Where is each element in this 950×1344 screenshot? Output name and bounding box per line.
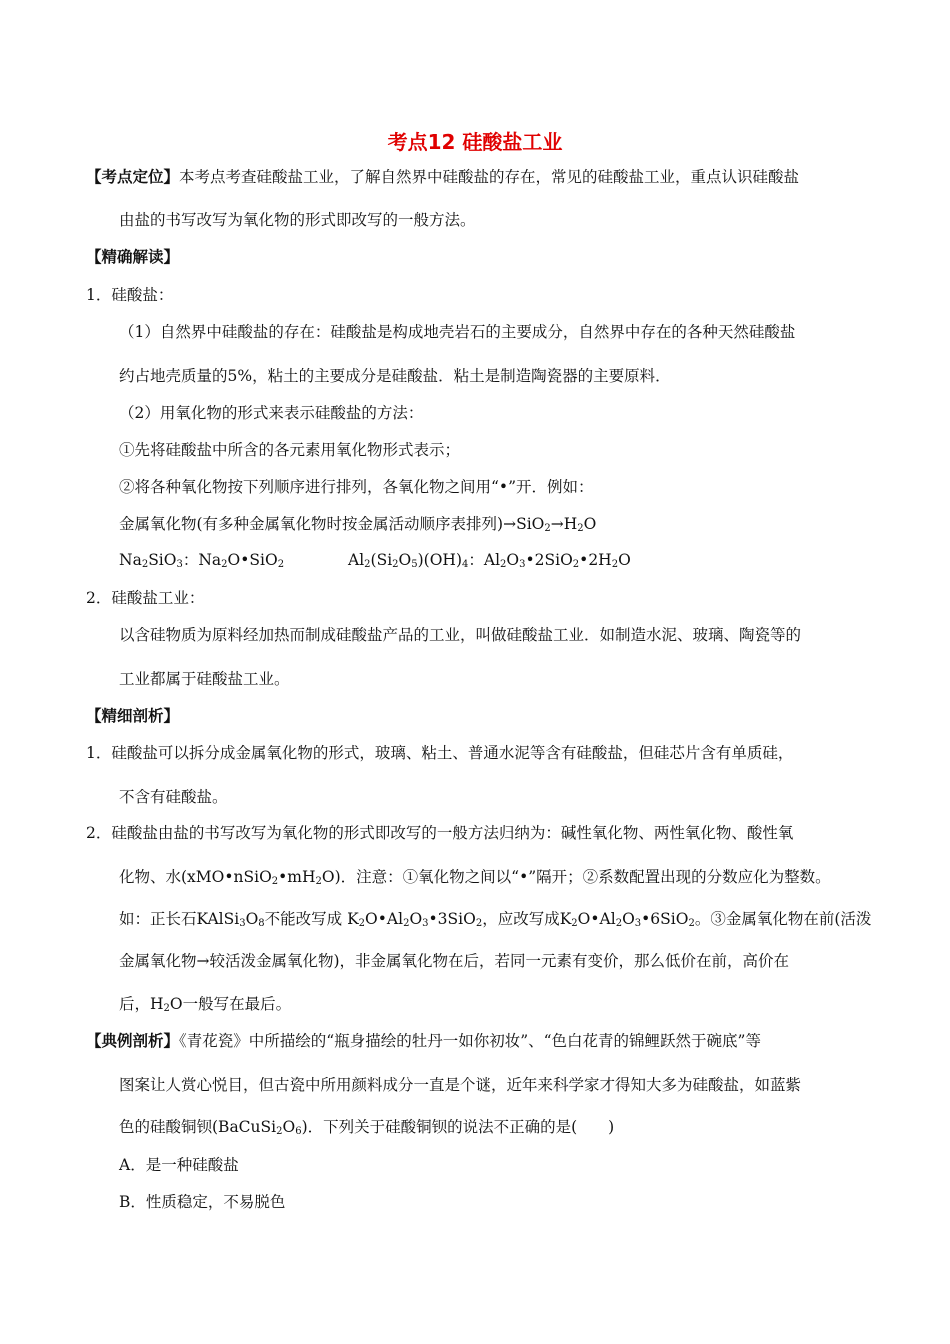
reading-2-line-a: 以含硅物质为原料经加热而制成硅酸盐产品的工业，叫做硅酸盐工业．如制造水泥、玻璃、陶瓷等的 — [119, 626, 802, 644]
example-line-2: 图案让人赏心悦目，但古瓷中所用颜料成分一直是个谜，近年来科学家才得知大多为硅酸盐，如蓝紫 — [119, 1076, 802, 1094]
reading-item-1: 1．硅酸盐： — [86, 286, 174, 304]
location-line-1 — [86, 167, 799, 187]
example-na2sio3: $Na_2SiO_3$：$Na_2O•SiO_2$ — [119, 551, 285, 570]
section-heading-analysis: 【精细剖析】 — [86, 707, 180, 725]
reading-1-1-line-b: 约占地壳质量的5%，粘土的主要成分是硅酸盐．粘土是制造陶瓷器的主要原料． — [119, 367, 671, 385]
example-kaolinite: $Al_2(Si_2O_5)(OH)_4$：$Al_2O_3•2SiO_2•2H_2O$ — [348, 551, 631, 570]
example-line-1: 【典例剖析】《青花瓷》中所描绘的“瓶身描绘的牡丹一如你初妆”、“色白花青的锦鲤跃然于碗底”等 — [86, 1032, 761, 1050]
analysis-2-line-d: 金属氧化物→较活泼金属氧化物)，非金属氧化物在后，若同一元素有变价，那么低价在前，高价在 — [119, 952, 790, 970]
location-label: 【考点定位】 — [86, 168, 180, 186]
reading-item-2: 2．硅酸盐工业： — [86, 589, 205, 607]
section-heading-reading: 【精确解读】 — [86, 248, 180, 266]
option-b: B．性质稳定，不易脱色 — [119, 1193, 286, 1211]
example-label: 【典例剖析】 — [86, 1032, 180, 1050]
analysis-1-line-a: 1．硅酸盐可以拆分成金属氧化物的形式，玻璃、粘土、普通水泥等含有硅酸盐，但硅芯片含有单质硅， — [86, 744, 794, 762]
analysis-2-line-e: 后，$H_2O$一般写在最后。 — [119, 995, 292, 1014]
analysis-2-line-c: 如：正长石$KAlSi_3O_8$不能改写成 $K_2O•Al_2O_3•3SiO_2$，应改写成$K_2O•Al_2O_3•6SiO_2$。③金属氧化物在前(活泼 — [119, 910, 872, 929]
reading-1-2: （2）用氧化物的形式来表示硅酸盐的方法： — [119, 404, 424, 422]
location-text-1: 本考点考查硅酸盐工业，了解自然界中硅酸盐的存在，常见的硅酸盐工业，重点认识硅酸盐 — [179, 168, 800, 186]
option-a: A．是一种硅酸盐 — [119, 1156, 239, 1174]
example-line-3: 色的硅酸铜钡$(BaCuSi_2O_6)$．下列关于硅酸铜钡的说法不正确的是( ) — [119, 1118, 615, 1137]
reading-step-2: ②将各种氧化物按下列顺序进行排列，各氧化物之间用“•”开．例如： — [119, 478, 594, 496]
order-rule: 金属氧化物(有多种金属氧化物时按金属活动顺序表排列)$\to SiO_2\to H_2O$ — [119, 515, 597, 534]
reading-2-line-b: 工业都属于硅酸盐工业。 — [119, 670, 290, 688]
location-line-2: 由盐的书写改写为氧化物的形式即改写的一般方法。 — [119, 211, 476, 229]
reading-step-1: ①先将硅酸盐中所含的各元素用氧化物形式表示； — [119, 441, 461, 459]
reading-1-1-line-a: （1）自然界中硅酸盐的存在：硅酸盐是构成地壳岩石的主要成分，自然界中存在的各种天然硅酸盐 — [119, 323, 796, 341]
page-title: 考点12 硅酸盐工业 — [387, 130, 563, 154]
analysis-1-line-b: 不含有硅酸盐。 — [119, 788, 228, 806]
analysis-2-line-a: 2．硅酸盐由盐的书写改写为氧化物的形式即改写的一般方法归纳为：碱性氧化物、两性氧化物、酸性氧 — [86, 824, 794, 842]
analysis-2-line-b: 化物、水$(xMO•nSiO_2•mH_2O)$．注意：①氧化物之间以“•”隔开；②系数配置出现的分数应化为整数。 — [119, 868, 831, 887]
